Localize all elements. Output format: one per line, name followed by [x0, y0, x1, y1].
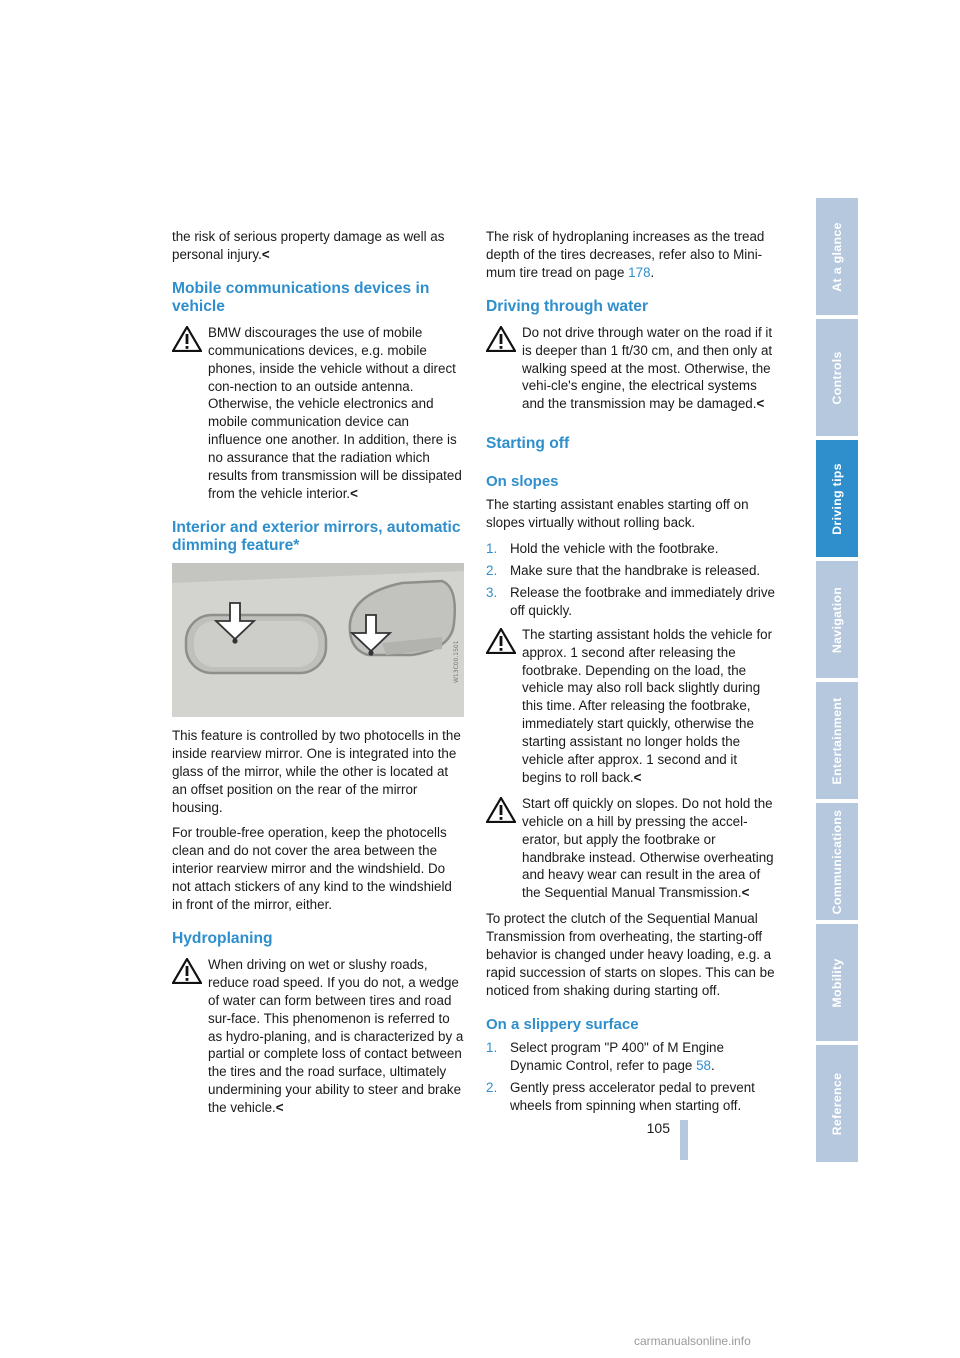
list-item: 3. Release the footbrake and immediately drive off quickly.	[486, 584, 775, 618]
warning-starting-assistant: The starting assistant holds the vehicle for approx. 1 second after releasing the footbrake. Depending on the load, the vehicle may also roll back slightly during this time. After releasing the footbrake, immediately start quickly, otherwise the starting assistant no longer holds the vehicle after approx. 1 second and it begins to roll back.<	[486, 626, 778, 787]
tab-communications[interactable]: Communications	[816, 803, 858, 920]
tab-controls[interactable]: Controls	[816, 319, 858, 436]
list-item: 1. Select program "P 400" of M Engine Dynamic Control, refer to page 58.	[486, 1039, 724, 1073]
chapter-tabs	[816, 198, 858, 1166]
mirrors-paragraph-1: This feature is controlled by two photocells in the inside rearview mirror. One is integrated into the glass of the mirror, while the other is located at an offset position on the rear of the mirror housing.	[172, 727, 461, 815]
right-column	[486, 228, 778, 1120]
page-link-178[interactable]: 178	[628, 264, 651, 280]
hydroplaning-tread-paragraph: The risk of hydroplaning increases as the tread depth of the tires decreases, refer also to Mini-mum tire tread on page 178.	[486, 229, 765, 280]
warning-triangle-icon	[486, 326, 516, 352]
warning-driving-through-water: Do not drive through water on the road if it is deeper than 1 ft/30 cm, and then only at walking speed at the most. Otherwise, the vehi-cle's engine, the electrical systems and the transmission may be damaged.<	[486, 324, 778, 414]
heading-driving-through-water: Driving through water	[486, 297, 649, 315]
warning-triangle-icon	[172, 958, 202, 984]
heading-on-slopes: On slopes	[486, 473, 559, 491]
warning-triangle-icon	[486, 628, 516, 654]
mirrors-paragraph-2: For trouble-free operation, keep the photocells clean and do not cover the area between the interior rearview mirror and the windshield. Do not attach stickers of any kind to the windshield in front of the mirror, either.	[172, 825, 452, 913]
warning-triangle-icon	[172, 326, 202, 352]
warning-start-quickly: Start off quickly on slopes. Do not hold the vehicle on a hill by pressing the accel-erator, but apply the footbrake or handbrake instead. Otherwise overheating and heavy wear can result in the area of the Sequential Manual Transmission.<	[486, 795, 778, 902]
list-item: 1. Hold the vehicle with the footbrake.	[486, 541, 719, 557]
heading-slippery-surface: On a slippery surface	[486, 1015, 639, 1033]
clutch-paragraph: To protect the clutch of the Sequential Manual Transmission from overheating, the starting-off behavior is changed under heavy loading, e.g. a rapid succession of starts on slopes. This can be noticed from shaking during starting off.	[486, 911, 775, 998]
tab-navigation[interactable]: Navigation	[816, 561, 858, 678]
slopes-steps	[486, 540, 778, 620]
heading-mirrors: Interior and exterior mirrors, automatic dimming feature*	[172, 518, 461, 554]
page-link-58[interactable]: 58	[696, 1057, 711, 1073]
tab-reference[interactable]: Reference	[816, 1045, 858, 1162]
mirror-photo	[172, 563, 464, 717]
heading-starting-off: Starting off	[486, 435, 570, 453]
end-mark: <	[261, 246, 270, 262]
page-number: 105	[646, 1120, 670, 1136]
image-code: W13C00.1501	[453, 640, 460, 683]
heading-hydroplaning: Hydroplaning	[172, 929, 273, 947]
page-marker-bar	[680, 1120, 688, 1160]
tab-entertainment[interactable]: Entertainment	[816, 682, 858, 799]
slopes-paragraph: The starting assistant enables starting off on slopes virtually without rolling back.	[486, 497, 749, 531]
intro-paragraph: the risk of serious property damage as well as personal injury.<	[172, 229, 445, 262]
warning-mobile-devices: BMW discourages the use of mobile communications devices, e.g. mobile phones, inside the vehicle without a direct con-nection to an outside antenna. Otherwise, the vehicle electronics and mobile communication device can influence one another. In addition, there is no assurance that the radiation which results from transmission will be dissipated from the vehicle interior.<	[172, 324, 464, 503]
list-item: 2. Make sure that the handbrake is released.	[486, 562, 761, 578]
list-item: 2. Gently press accelerator pedal to prevent wheels from spinning when starting off.	[486, 1079, 755, 1113]
left-column	[172, 228, 464, 1125]
warning-hydroplaning: When driving on wet or slushy roads, reduce road speed. If you do not, a wedge of water can form between tires and road sur-face. This phenomenon is referred to as hydro-planing, and is characterized by a partial or complete loss of contact between the tires and the road surface, ultimately undermining your ability to steer and brake the vehicle.<	[172, 956, 464, 1117]
footer-watermark: carmanualsonline.info	[634, 1334, 751, 1348]
heading-mobile-devices: Mobile communications devices in vehicle	[172, 279, 430, 315]
tab-mobility[interactable]: Mobility	[816, 924, 858, 1041]
tab-at-a-glance[interactable]: At a glance	[816, 198, 858, 315]
slippery-steps	[486, 1039, 778, 1115]
warning-triangle-icon	[486, 797, 516, 823]
tab-driving-tips[interactable]: Driving tips	[816, 440, 858, 557]
